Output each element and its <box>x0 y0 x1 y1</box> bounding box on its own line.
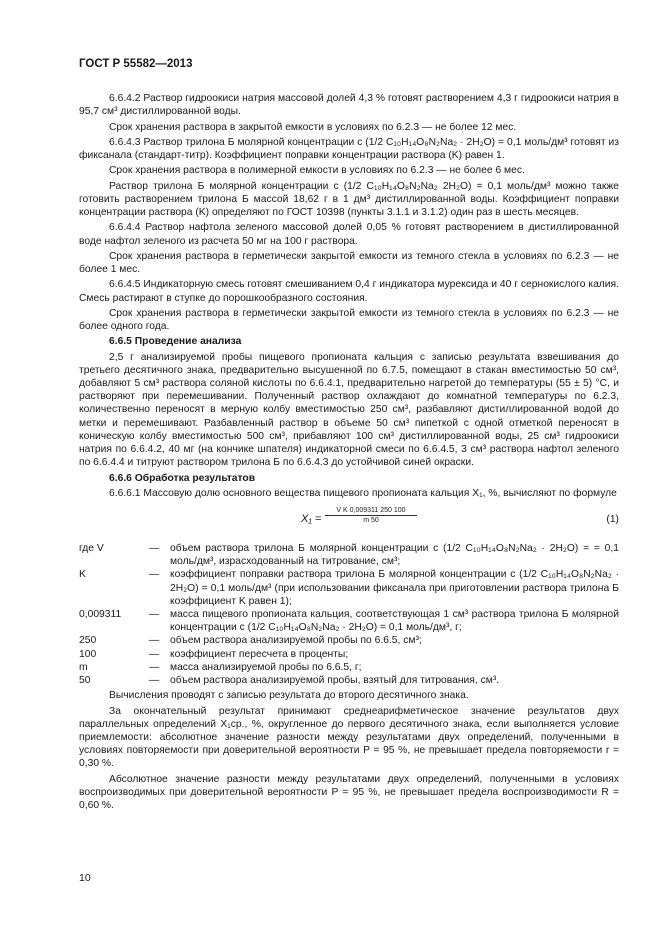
legend-row <box>79 568 619 608</box>
legend-text: объем раствора трилона Б молярной концентрации c (1/2 C₁₀H₁₄O₈N₂Na₂ · 2H₂O) = = 0,1 моль/дм³, израсходованный на титрование, см³; <box>170 543 619 568</box>
formula-legend <box>79 542 619 687</box>
legend-symbol: 0,009311 <box>79 609 122 621</box>
standard-header: ГОСТ Р 55582—2013 <box>79 58 193 70</box>
legend-symbol: 100 <box>79 648 97 660</box>
legend-dash: — <box>148 609 160 621</box>
paragraph: 6.6.4.5 Индикаторную смесь готовят смешиванием 0,4 г индикатора мурексида и 40 г сернокислого калия. Смесь растирают в ступке до порошкообразного состояния. <box>79 279 619 304</box>
formula-number: (1) <box>606 514 619 526</box>
legend-symbol: 50 <box>79 675 91 687</box>
legend-dash: — <box>148 675 160 687</box>
formula-lhs: X₁ = <box>301 513 322 526</box>
legend-symbol: m <box>79 661 88 673</box>
paragraph: Срок хранения раствора в герметически закрытой емкости из темного стекла в условиях по 6.2.3 — не более одного года. <box>79 307 619 332</box>
formula-1 <box>79 504 619 534</box>
main-content <box>79 92 619 814</box>
legend-text: объем раствора анализируемой пробы, взятый для титрования, см³. <box>170 675 500 687</box>
legend-row <box>79 674 619 687</box>
formula-numerator: V K 0,009311 250 100 <box>325 506 417 516</box>
paragraph: 2,5 г анализируемой пробы пищевого пропионата кальция с записью результата взвешивания до третьего десятичного знака, предварительно высушенной по 6.7.5, помещают в стакан вместимостью 50 см³, добавляют 5 см³ раствора соляной кислоты по 6.6.4.1, предварительно нагретой до температуры (55 ± 5) °С, и растворяют при перемешивании. Полученный раствор охлаждают до комнатной температуры по 6.2.3, количественно переносят в мерную колбу вместимостью 250 см³, разбавляют дистиллированной водой до метки и перемешивают. Разбавленный раствор в объеме 50 см³ пипеткой с одной отметкой переносят в коническую колбу вместимостью 500 см³, прибавляют 100 см³ дистиллированной воды, 25 см³ гидроокиси натрия по 6.6.4.2, 40 мг (на кончике шпателя) индикаторной смеси по 6.6.4.5, 3 см³ раствора нафтол зеленого по 6.6.4.4 и титруют раствором трилона Б по 6.6.4.3 до устойчивой синей окраски. <box>79 351 619 469</box>
paragraph: 6.6.4.4 Раствор нафтола зеленого массовой долей 0,05 % готовят растворением в дистиллированной воде нафтол зеленого из расчета 50 мг на 100 г раствора. <box>79 222 619 247</box>
paragraph: 6.6.4.3 Раствор трилона Б молярной концентрации c (1/2 C₁₀H₁₄O₈N₂Na₂ · 2H₂O) = 0,1 моль/дм³ готовят из фиксанала (стандарт-титр). Коэффициент поправки концентрации раствора (K) равен 1. <box>79 136 619 161</box>
section-heading-665: 6.6.5 Проведение анализа <box>109 336 242 348</box>
legend-row <box>79 634 619 647</box>
paragraph: Срок хранения раствора в закрытой емкости в условиях по 6.2.3 — не более 12 мес. <box>109 121 517 133</box>
legend-text: коэффициент поправки раствора трилона Б молярной концентрации c (1/2 C₁₀H₁₄O₈N₂Na₂ · 2H₂O) = 0,1 моль/дм³ (при использовании фиксанала при приготовлении раствора трилона Б коэффициент K равен 1); <box>170 569 619 607</box>
legend-symbol: K <box>79 569 86 581</box>
formula-fraction <box>325 506 417 525</box>
legend-row <box>79 648 619 661</box>
legend-text: масса пищевого пропионата кальция, соответствующая 1 см³ раствора трилона Б молярной концентрации c (1/2 C₁₀H₁₄O₈N₂Na₂ · 2H₂O) = 0,1 моль/дм³, г; <box>170 609 619 634</box>
paragraph: Раствор трилона Б молярной концентрации c (1/2 C₁₀H₁₄O₈N₂Na₂ 2H₂O) = 0,1 моль/дм³ можно также готовить растворением трилона Б массой 18,62 г в 1 дм³ дистиллированной воды. Коэффициент поправки концентрации раствора (K) определяют по ГОСТ 10398 (пункты 3.1.1 и 3.1.2) один раз в шесть месяцев. <box>79 180 619 218</box>
section-heading-666: 6.6.6 Обработка результатов <box>109 472 256 484</box>
formula-denominator: m 50 <box>363 517 379 525</box>
paragraph: 6.6.6.1 Массовую долю основного вещества пищевого пропионата кальция X₁, %, вычисляют по формуле <box>109 487 617 499</box>
paragraph: Абсолютное значение разности между результатами двух определений, полученными в условиях воспроизводимых при доверительной вероятности P = 95 %, не превышает предела воспроизводимости R = 0,60 %. <box>79 773 619 812</box>
legend-text: объем раствора анализируемой пробы по 6.6.5, см³; <box>170 635 422 647</box>
legend-dash: — <box>148 661 160 673</box>
legend-dash: — <box>148 543 160 555</box>
legend-text: коэффициент пересчета в проценты; <box>170 648 349 660</box>
page-number: 10 <box>79 872 91 884</box>
legend-row <box>79 608 619 634</box>
legend-symbol: 250 <box>79 635 97 647</box>
paragraph: 6.6.4.2 Раствор гидроокиси натрия массовой долей 4,3 % готовят растворением 4,3 г гидроокиси натрия в 95,7 см³ дистиллированной воды. <box>79 93 619 118</box>
paragraph: Срок хранения раствора в герметически закрытой емкости из темного стекла в условиях по 6.2.3 — не более 1 мес. <box>79 250 619 275</box>
legend-dash: — <box>148 648 160 660</box>
legend-row <box>79 661 619 674</box>
legend-row <box>79 542 619 568</box>
legend-dash: — <box>148 569 160 581</box>
paragraph: Вычисления проводят с записью результата до второго десятичного знака. <box>109 690 469 702</box>
paragraph: Срок хранения раствора в полимерной емкости в условиях по 6.2.3 — не более 6 мес. <box>109 165 525 177</box>
legend-symbol: где V <box>79 543 104 555</box>
legend-dash: — <box>148 635 160 647</box>
legend-text: масса анализируемой пробы по 6.6.5, г; <box>170 661 362 673</box>
paragraph: За окончательный результат принимают среднеарифметическое значение результатов двух параллельных определений X₁ср., %, округленное до первого десятичного знака, если выполняется условие приемлемости: абсолютное значение разности между результатами двух определений, полученными в условиях повторяемости при доверительной вероятности P = 95 %, не превышает предела повторяемости r = 0,30 %. <box>79 705 619 770</box>
